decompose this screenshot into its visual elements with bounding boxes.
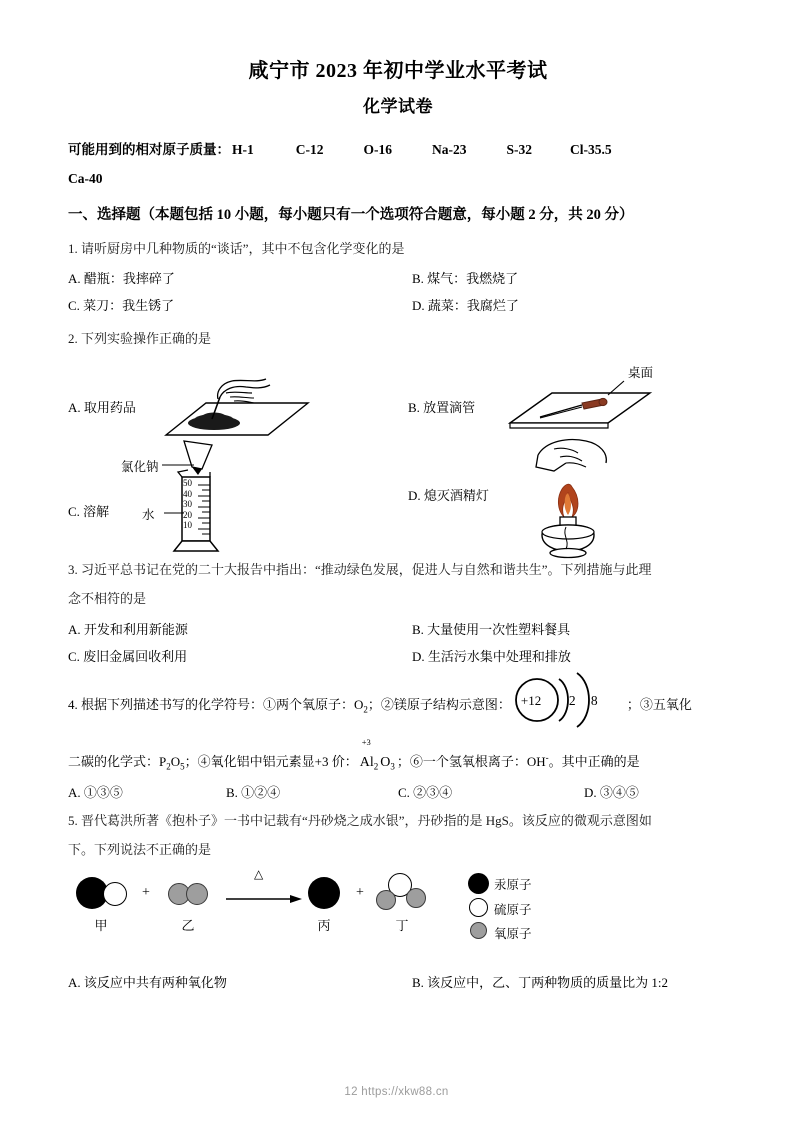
molecule-ding-label: 丁 — [395, 917, 409, 933]
question-1-option-b[interactable]: B. 煤气：我燃烧了 — [412, 270, 519, 286]
question-3 — [68, 557, 728, 670]
question-3-options — [68, 616, 728, 671]
question-2-figure-grid — [68, 355, 728, 555]
page-subtitle: 化学试卷 — [363, 97, 433, 116]
question-5 — [68, 808, 728, 996]
question-1-options — [68, 265, 728, 320]
page-content — [68, 58, 728, 998]
question-4-line2-part3: ；⑥一个氢氧根离子：OH — [396, 754, 546, 770]
question-1-option-d[interactable]: D. 蔬菜：我腐烂了 — [412, 298, 519, 314]
question-4-stem-line2 — [68, 737, 728, 776]
aluminum-subscript: 2 — [373, 761, 379, 772]
question-5-options — [68, 969, 728, 996]
question-4-line2-part4: 。其中正确的是 — [548, 754, 640, 770]
question-2-option-c-label: C. 溶解 — [68, 503, 110, 519]
reaction-arrow — [224, 866, 302, 914]
question-3-stem-line2: 念不相符的是 — [68, 591, 147, 607]
atomic-mass-s: S-32 — [506, 142, 533, 158]
footer-watermark: 12 https://xkw88.cn — [344, 1086, 449, 1098]
question-3-option-d[interactable]: D. 生活污水集中处理和排放 — [412, 648, 571, 664]
cylinder-scale-10: 10 — [183, 520, 192, 531]
atomic-mass-na: Na-23 — [432, 142, 467, 158]
question-2-option-b-callout: 桌面 — [628, 365, 654, 380]
question-4-line2-part2: ；④氧化铝中铝元素显+3 价： — [184, 754, 358, 770]
question-2-option-b-label: B. 放置滴管 — [408, 399, 476, 415]
question-4-stem-part1: 4. 根据下列描述书写的化学符号：①两个氧原子：O — [68, 697, 364, 713]
question-2-option-d-label: D. 熄灭酒精灯 — [408, 487, 489, 503]
question-5-option-b[interactable]: B. 该反应中，乙、丁两种物质的质量比为 1:2 — [412, 974, 669, 990]
question-2-option-d[interactable] — [408, 437, 708, 557]
legend-swatch-mercury — [468, 873, 489, 894]
magnesium-nucleus-charge: +12 — [520, 693, 542, 709]
question-4-line2-o: O — [170, 754, 181, 770]
reaction-condition: △ — [254, 866, 264, 881]
magnesium-shell-2-electrons: 8 — [590, 693, 598, 709]
question-2 — [68, 326, 728, 555]
question-3-option-b[interactable]: B. 大量使用一次性塑料餐具 — [412, 621, 571, 637]
aluminum-valence: +3 — [361, 737, 371, 748]
molecule-yi-label: 乙 — [181, 917, 195, 933]
molecule-jia — [76, 877, 132, 913]
atomic-mass-h: H-1 — [232, 142, 254, 158]
legend-swatch-oxygen — [470, 922, 487, 939]
sodium-chloride-callout: 氯化钠 — [121, 459, 159, 474]
question-4-stem-line1 — [68, 692, 728, 719]
question-2-stem: 2. 下列实验操作正确的是 — [68, 330, 212, 346]
question-4-option-c[interactable]: C. ②③④ — [398, 784, 453, 800]
cylinder-scale-40: 40 — [183, 488, 192, 499]
atomic-mass-line-2: Ca-40 — [68, 171, 103, 187]
question-5-stem-line2: 下。下列说法不正确的是 — [68, 842, 212, 858]
sulfur-atom — [103, 882, 127, 906]
question-3-option-a[interactable]: A. 开发和利用新能源 — [68, 621, 188, 637]
reaction-plus-1: + — [142, 884, 150, 900]
reaction-plus-2: + — [356, 884, 364, 900]
question-4-option-b[interactable]: B. ①②④ — [226, 784, 281, 800]
question-1-option-a[interactable]: A. 醋瓶：我摔碎了 — [68, 270, 175, 286]
hydroxide-charge: - — [545, 753, 549, 764]
page-title: 咸宁市 2023 年初中学业水平考试 — [248, 60, 548, 82]
atomic-mass-c: C-12 — [295, 142, 324, 158]
water-callout: 水 — [142, 507, 155, 522]
oxygen-atom — [186, 883, 208, 905]
atomic-mass-o: O-16 — [363, 142, 392, 158]
cylinder-scale-50: 50 — [183, 477, 192, 488]
question-1-option-c[interactable]: C. 菜刀：我生锈了 — [68, 298, 175, 314]
question-4-option-a[interactable]: A. ①③⑤ — [68, 784, 123, 800]
oxygen-subscript: 3 — [390, 761, 395, 772]
magnesium-atom-diagram-icon — [511, 693, 627, 713]
question-3-stem: 3. 习近平总书记在党的二十大报告中指出：“推动绿色发展，促进人与自然和谐共生”。下列措施与此理 — [68, 561, 652, 577]
question-4-options — [68, 779, 728, 806]
aluminum-symbol: Al — [359, 755, 374, 771]
molecule-ding — [376, 873, 432, 917]
question-2-option-c[interactable] — [68, 439, 368, 559]
cylinder-scale — [183, 478, 192, 531]
question-1 — [68, 236, 728, 320]
question-4-line2-part1: 二碳的化学式：P — [68, 754, 167, 770]
atomic-mass-cl: Cl-35.5 — [570, 142, 612, 158]
oxygen-atom — [376, 890, 396, 910]
graduated-cylinder-icon — [121, 439, 298, 561]
question-2-option-b[interactable] — [408, 365, 708, 441]
atomic-mass-label: 可能用到的相对原子质量： — [68, 142, 230, 158]
question-2-option-a-label: A. 取用药品 — [68, 399, 136, 415]
question-3-option-c[interactable]: C. 废旧金属回收利用 — [68, 648, 188, 664]
aluminum-oxide-formula — [359, 737, 395, 776]
legend-label-oxygen: 氧原子 — [494, 926, 532, 941]
dropper-on-table-icon — [500, 365, 670, 445]
oxygen-symbol: O — [380, 755, 391, 771]
section-heading: 一、选择题（本题包括 10 小题，每小题只有一个选项符合题意，每小题 2 分，共 20 分） — [68, 207, 634, 224]
question-2-option-a[interactable] — [68, 377, 368, 447]
question-4-oxygen-subscript: 2 — [363, 704, 368, 715]
molecule-yi — [168, 883, 214, 909]
oxygen-atom — [406, 888, 426, 908]
question-4-stem-part3: ；③五氧化 — [626, 697, 692, 713]
question-4-o-subscript: 5 — [180, 761, 185, 772]
question-4-option-d[interactable]: D. ③④⑤ — [584, 784, 639, 800]
alcohol-lamp-hand-icon — [520, 437, 650, 563]
atomic-mass-line — [68, 136, 728, 163]
cylinder-scale-20: 20 — [183, 509, 192, 520]
molecule-bing — [308, 877, 342, 911]
legend-label-mercury: 汞原子 — [494, 877, 532, 892]
legend-swatch-sulfur — [469, 898, 488, 917]
question-4-p-subscript: 2 — [166, 761, 171, 772]
mercury-atom — [308, 877, 340, 909]
question-5-stem: 5. 晋代葛洪所著《抱朴子》一书中记载有“丹砂烧之成水银”，丹砂指的是 HgS。该反应的微观示意图如 — [68, 812, 652, 828]
question-5-option-a[interactable]: A. 该反应中共有两种氧化物 — [68, 974, 227, 990]
question-4-stem-part2: ；②镁原子结构示意图： — [367, 697, 511, 713]
question-4 — [68, 692, 728, 806]
molecule-bing-label: 丙 — [317, 917, 331, 933]
magnesium-shell-1-electrons: 2 — [568, 693, 576, 709]
question-1-stem: 1. 请听厨房中几种物质的“谈话”，其中不包含化学变化的是 — [68, 240, 405, 256]
molecule-jia-label: 甲 — [94, 917, 108, 933]
cylinder-scale-30: 30 — [183, 499, 192, 510]
question-5-reaction-diagram — [68, 866, 728, 967]
legend-label-sulfur: 硫原子 — [494, 902, 532, 917]
